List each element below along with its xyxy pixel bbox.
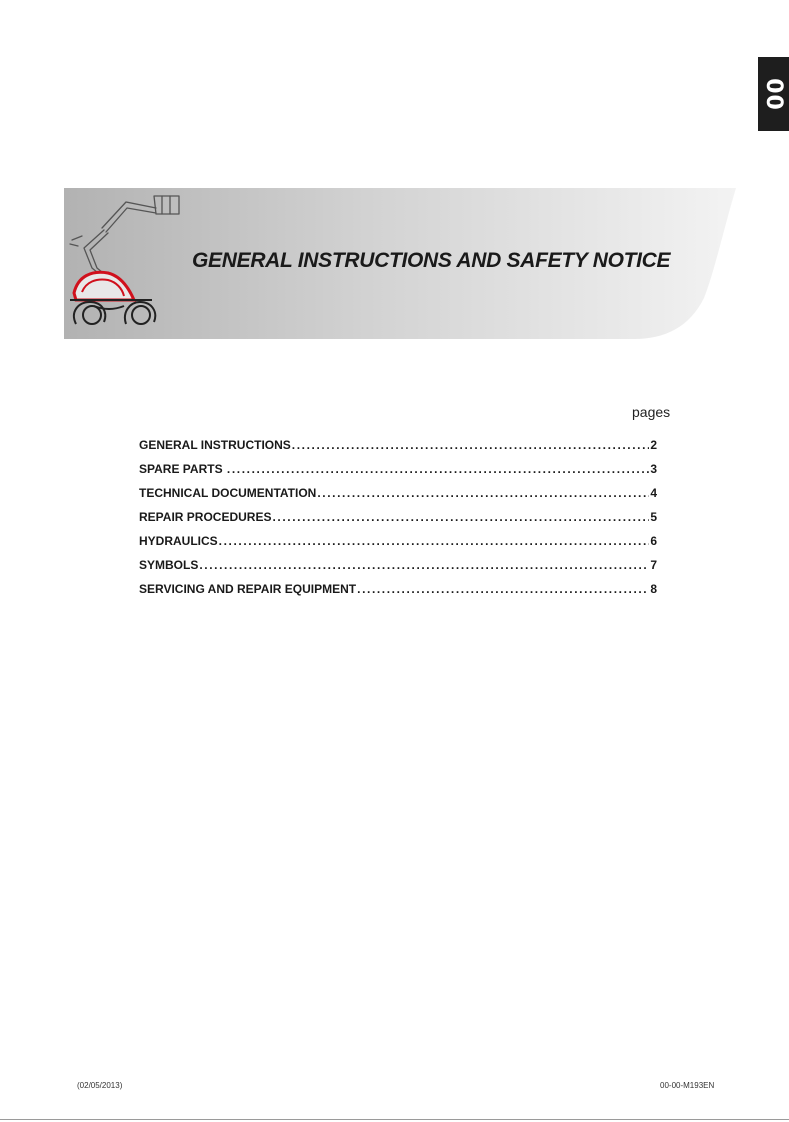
toc-leader-dots: [357, 582, 649, 596]
toc-leader-dots: [292, 438, 650, 452]
pages-column-label: pages: [632, 404, 671, 420]
toc-entry-page: 2: [650, 438, 657, 452]
toc-entry-page: 7: [650, 558, 657, 572]
page-title: GENERAL INSTRUCTIONS AND SAFETY NOTICE: [192, 249, 671, 272]
toc-entry-page: 8: [650, 582, 657, 596]
toc-entry-title: SYMBOLS: [139, 558, 199, 572]
title-banner: [64, 188, 736, 339]
toc-entry[interactable]: [139, 510, 657, 534]
toc-leader-dots: [219, 534, 650, 548]
section-tab-label: 00: [761, 77, 786, 111]
footer-date: (02/05/2013): [77, 1081, 123, 1090]
toc-entry[interactable]: [139, 558, 657, 582]
toc-entry-title: SPARE PARTS: [139, 462, 226, 476]
footer-doc-code: 00-00-M193EN: [660, 1081, 715, 1090]
toc-entry[interactable]: [139, 486, 657, 510]
toc-entry-page: 5: [650, 510, 657, 524]
toc-entry-title: REPAIR PROCEDURES: [139, 510, 272, 524]
toc-entry-page: 4: [650, 486, 657, 500]
toc-entry-title: TECHNICAL DOCUMENTATION: [139, 486, 317, 500]
aerial-platform-icon: [64, 188, 194, 339]
toc-entry[interactable]: [139, 582, 657, 606]
section-tab: [758, 57, 789, 131]
toc-leader-dots: [317, 486, 649, 500]
page-bottom-divider: [0, 1119, 789, 1120]
toc-entry-page: 6: [650, 534, 657, 548]
toc-leader-dots: [272, 510, 649, 524]
toc-entry[interactable]: [139, 534, 657, 558]
toc-leader-dots: [227, 462, 649, 476]
toc-entry[interactable]: [139, 438, 657, 462]
toc-entry-page: 3: [650, 462, 657, 476]
table-of-contents: [139, 438, 657, 606]
toc-entry-title: SERVICING AND REPAIR EQUIPMENT: [139, 582, 357, 596]
toc-entry[interactable]: [139, 462, 657, 486]
toc-leader-dots: [199, 558, 649, 572]
toc-entry-title: GENERAL INSTRUCTIONS: [139, 438, 291, 452]
toc-entry-title: HYDRAULICS: [139, 534, 218, 548]
